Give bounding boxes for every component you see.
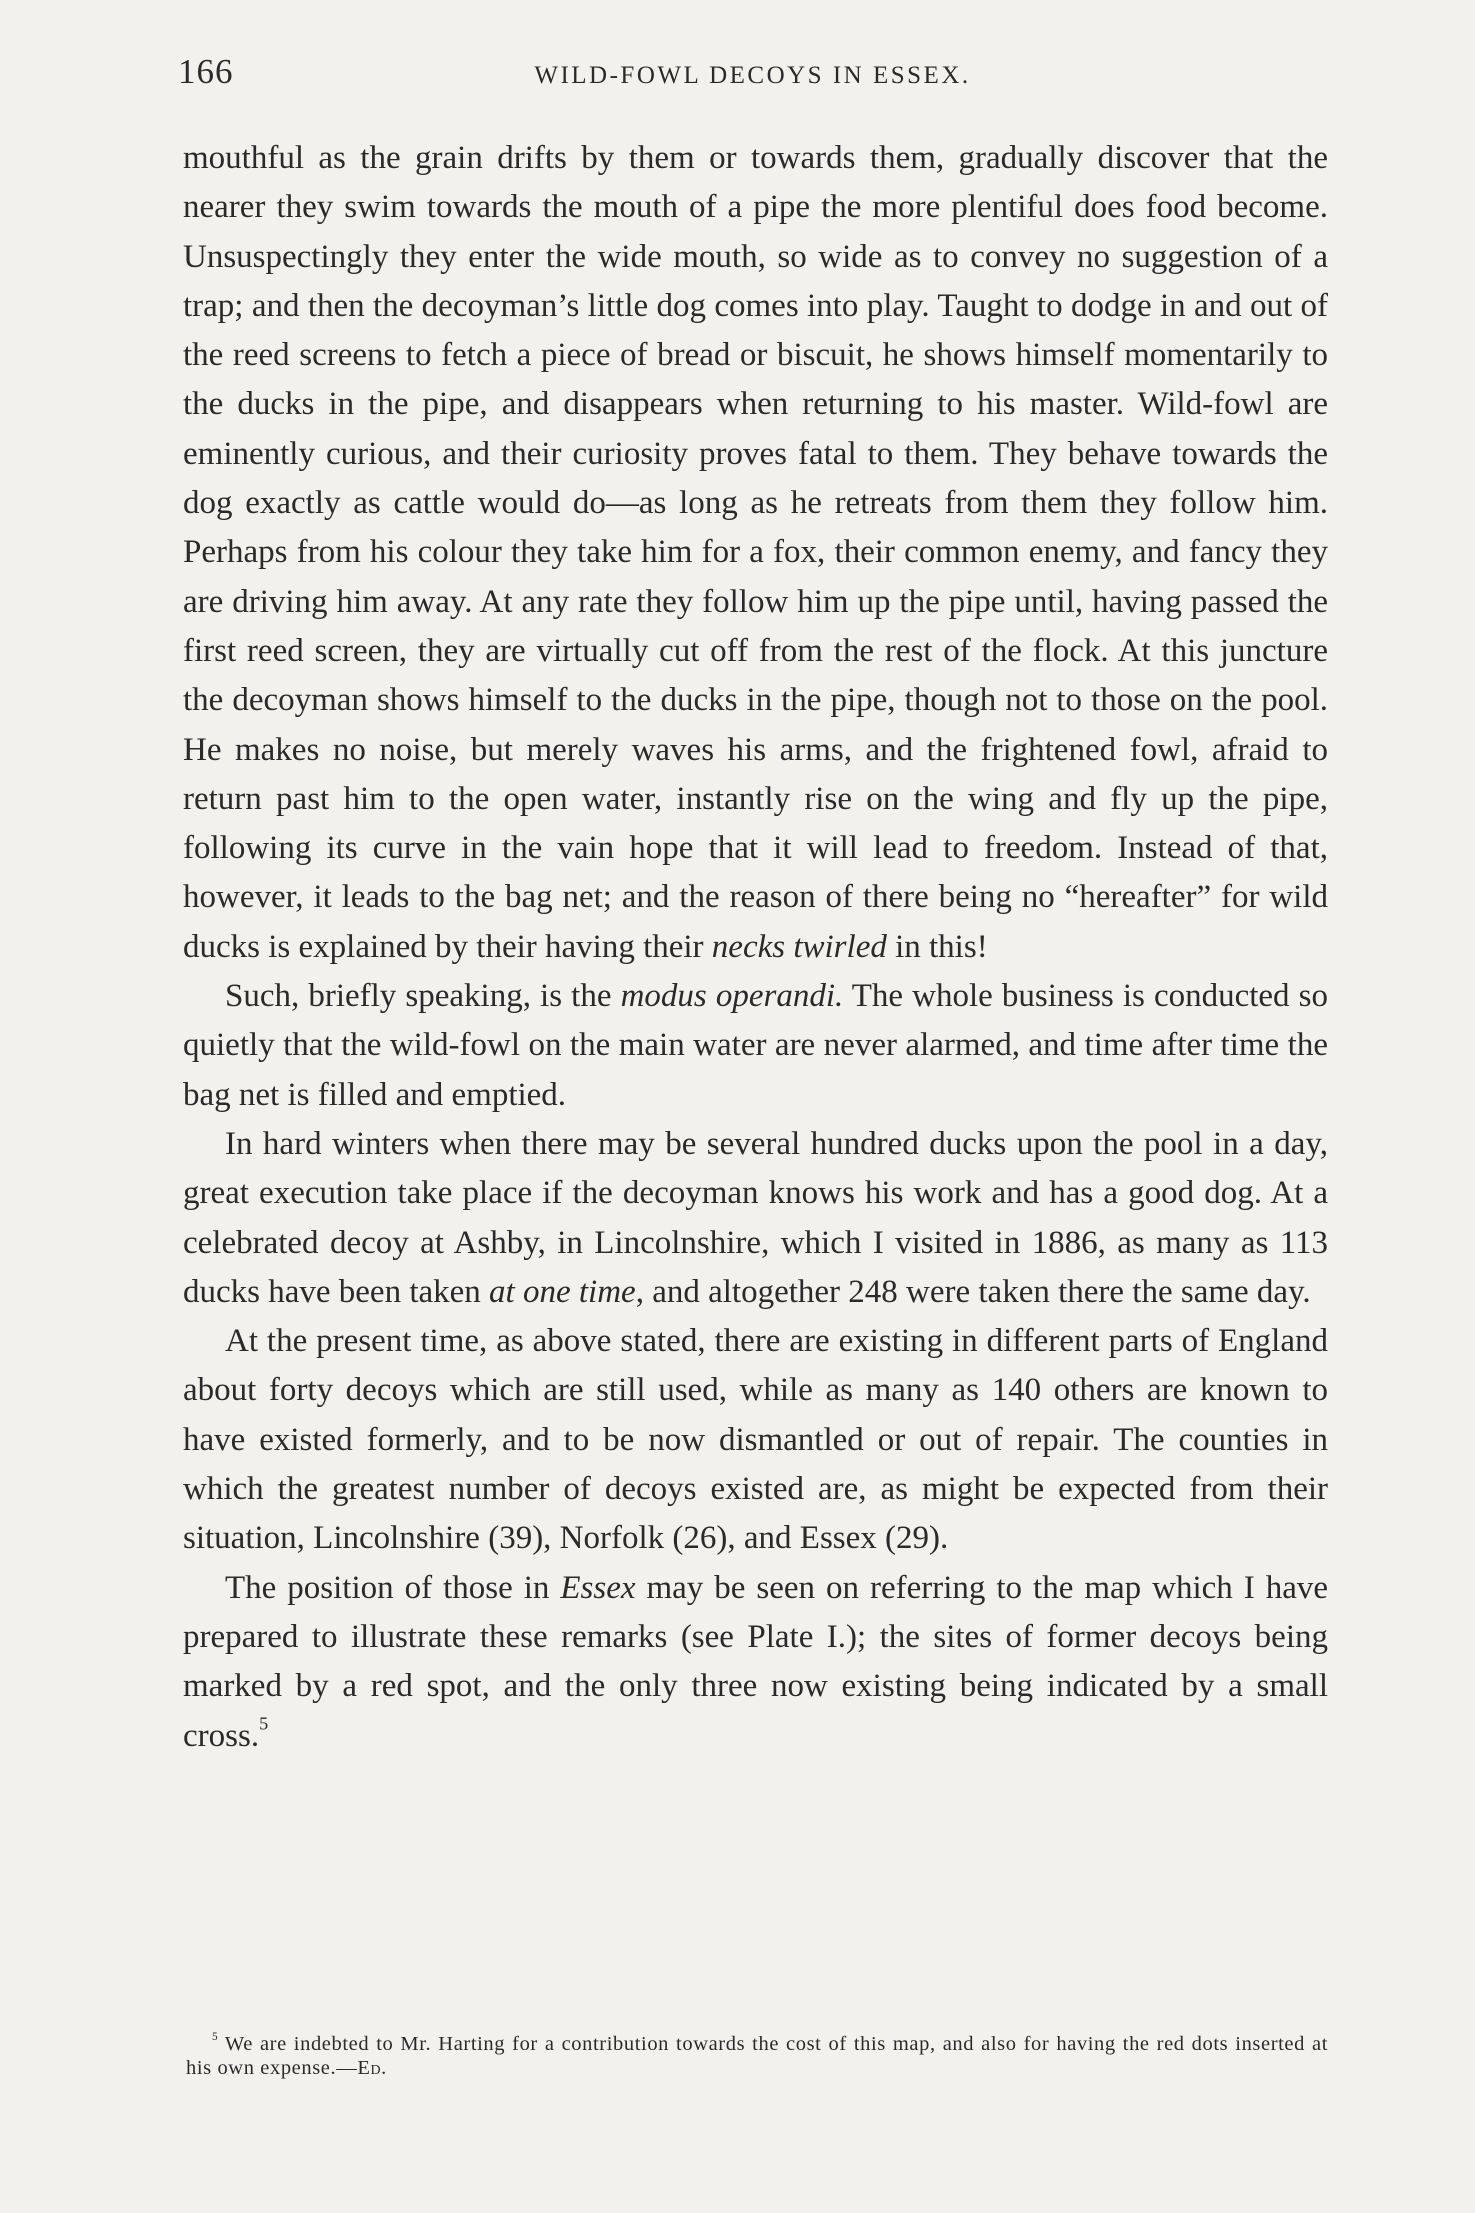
footnote-reference: 5 [259, 1713, 269, 1734]
paragraph [183, 1564, 1328, 1761]
footnote-signature: Ed. [357, 2057, 387, 2079]
italic-text: at one time [489, 1273, 636, 1310]
text-run: The whole business is conducted so quietly that the wild-fowl on the main water are never alarmed, and time after time the bag net is filled and emptied. [183, 978, 1328, 1113]
text-run: The position of those in [225, 1569, 561, 1606]
paragraph [183, 972, 1328, 1120]
text-run: in this! [886, 928, 988, 965]
text-run: Such, briefly speaking, is the [225, 978, 621, 1015]
page-header [178, 52, 1327, 102]
text-run: may be seen on referring to the map which I have prepared to illustrate these remarks (see Plate I.); the sites of former decoys being marked by a red spot, and the only three now existing being indicated by a small cross. [183, 1569, 1329, 1754]
text-run: , and altogether 248 were taken there the same day. [635, 1273, 1311, 1310]
text-run: In hard winters when there may be several hundred ducks upon the pool in a day, great execution take place if the decoyman knows his work and has a good dog. At a celebrated decoy at Ashby, in Lincolnshire, which I visited in 1886, as many as 113 ducks have been taken [183, 1125, 1328, 1310]
footnote [186, 2032, 1328, 2080]
italic-text: Essex [560, 1569, 636, 1606]
footnote-text: We are indebted to Mr. Harting for a contribution towards the cost of this map, and also for having the red dots inserted at his own expense.— [186, 2033, 1328, 2079]
page-number: 166 [178, 52, 234, 91]
italic-text: modus operandi. [620, 978, 844, 1015]
paragraph [183, 1120, 1328, 1317]
italic-text: necks twirled [711, 928, 887, 965]
paragraph [183, 1317, 1328, 1563]
running-title: WILD-FOWL DECOYS IN ESSEX. [534, 62, 971, 89]
paragraph [183, 134, 1328, 972]
text-run: At the present time, as above stated, there are existing in different parts of England about forty decoys which are still used, while as many as 140 others are known to have existed formerly, and to be now dismantled or out of repair. The counties in which the greatest number of decoys existed are, as might be expected from their situation, Lincolnshire (39), Norfolk (26), and Essex (29). [183, 1323, 1328, 1557]
body-text [183, 134, 1328, 1761]
text-run: mouthful as the grain drifts by them or towards them, gradually discover that the nearer they swim towards the mouth of a pipe the more plentiful does food become. Unsuspectingly they enter the wide mouth, so wide as to convey no suggestion of a trap; and then the decoyman’s little dog comes into play. Taught to dodge in and out of the reed screens to fetch a piece of bread or biscuit, he shows himself momentarily to the ducks in the pipe, and disappears when returning to his master. Wild-fowl are eminently curious, and their curiosity proves fatal to them. They behave towards the dog exactly as cattle would do—as long as he retreats from them they follow him. Perhaps from his colour they take him for a fox, their common enemy, and fancy they are driving him away. At any rate they follow him up the pipe until, having passed the first reed screen, they are virtually cut off from the rest of the flock. At this juncture the decoyman shows himself to the ducks in the pipe, though not to those on the pool. He makes no noise, but merely waves his arms, and the frightened fowl, afraid to return past him to the open water, instantly rise on the wing and fly up the pipe, following its curve in the vain hope that it will lead to freedom. Instead of that, however, it leads to the bag net; and the reason of there being no “hereafter” for wild ducks is explained by their having their [183, 140, 1328, 965]
footnote-marker: 5 [212, 2030, 219, 2043]
